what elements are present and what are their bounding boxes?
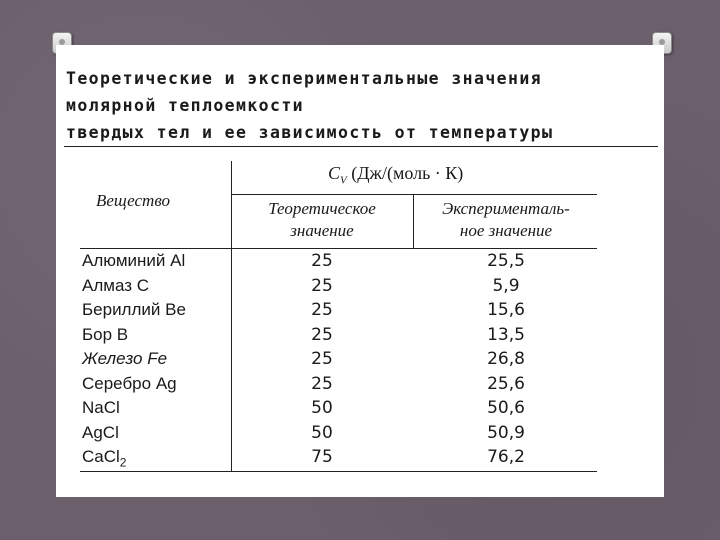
cv-units: (Дж/(моль · К) — [346, 163, 464, 183]
substance-name: Бор B — [82, 324, 129, 344]
table-row-name — [82, 251, 185, 271]
theoretical-value: 25 — [311, 349, 333, 369]
experimental-value: 76,2 — [487, 447, 525, 467]
cv-subscript: V — [340, 174, 347, 187]
experimental-value: 25,5 — [487, 251, 525, 271]
theoretical-value: 25 — [311, 275, 333, 296]
slide-sheet — [56, 45, 664, 497]
substance-name: Алюминий Al — [82, 251, 186, 270]
experimental-value: 25,6 — [487, 373, 525, 394]
title-line: твердых тел и ее зависимость от температуры — [66, 123, 554, 142]
header-cv — [328, 163, 463, 187]
substance-name: CaCl — [82, 447, 120, 466]
substance-name: Бериллий Be — [82, 300, 186, 319]
table-row-name — [82, 300, 186, 320]
table-row-name — [82, 325, 128, 345]
table-bottom-rule — [80, 471, 597, 472]
header-theoretical-line: значение — [290, 221, 354, 240]
title-line: молярной теплоемкости — [66, 96, 305, 115]
table-row-name — [82, 423, 119, 443]
title-rule — [64, 146, 658, 147]
experimental-value: 26,8 — [487, 349, 525, 369]
header-experimental-line: ное значение — [459, 221, 553, 240]
title-line: Теоретические и экспериментальные значения — [66, 69, 543, 88]
header-rule — [231, 194, 597, 195]
table-row-name — [82, 398, 120, 418]
table-title — [66, 65, 662, 146]
table-row-name — [82, 447, 126, 469]
table-row-name — [82, 374, 177, 394]
header-theoretical-line: Теоретическое — [268, 199, 376, 218]
experimental-value: 5,9 — [492, 275, 520, 296]
header-bottom-rule — [80, 248, 597, 249]
cv-symbol: C — [328, 163, 341, 183]
experimental-value: 15,6 — [487, 300, 525, 320]
header-substance: Вещество — [96, 191, 170, 210]
theoretical-value: 75 — [311, 447, 333, 467]
substance-name: Железо Fe — [82, 349, 168, 368]
header-experimental — [414, 198, 598, 242]
theoretical-value: 25 — [311, 324, 333, 345]
theoretical-value: 25 — [311, 373, 333, 394]
header-theoretical — [232, 198, 412, 242]
theoretical-value: 25 — [311, 300, 333, 320]
experimental-value: 13,5 — [487, 324, 525, 345]
table-row-name — [82, 276, 149, 296]
substance-name: Серебро Ag — [82, 373, 177, 393]
substance-name: NaCl — [82, 398, 120, 417]
theoretical-value: 25 — [311, 251, 333, 271]
header-experimental-line: Эксперименталь- — [442, 199, 570, 218]
experimental-value: 50,9 — [487, 422, 525, 443]
substance-subscript: 2 — [119, 455, 127, 470]
substance-name: AgCl — [82, 422, 119, 442]
table-row-name — [82, 349, 167, 369]
theoretical-value: 50 — [311, 422, 333, 443]
experimental-value: 50,6 — [487, 398, 525, 418]
theoretical-value: 50 — [311, 398, 333, 418]
substance-name: Алмаз C — [82, 275, 150, 295]
